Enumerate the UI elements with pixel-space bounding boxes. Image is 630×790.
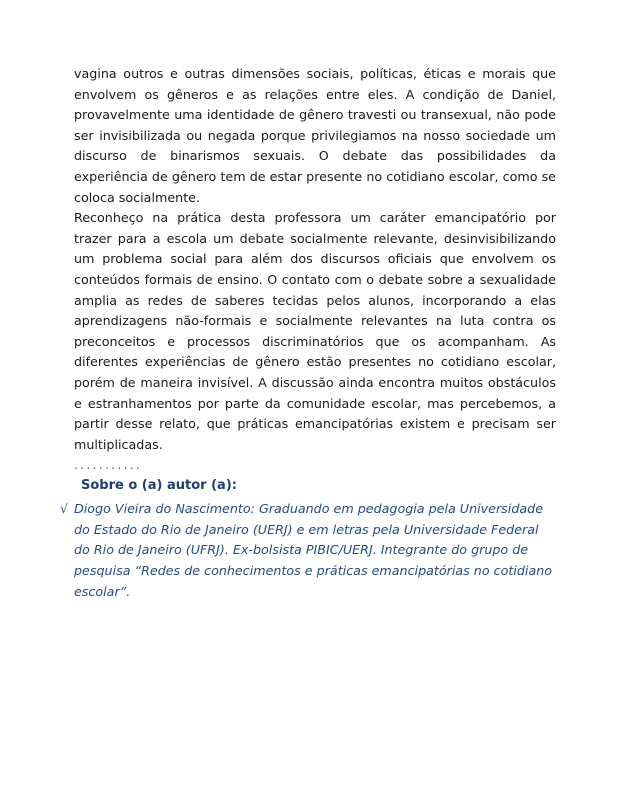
- checkmark-icon: √: [60, 501, 69, 517]
- author-bio-text: Diogo Vieira do Nascimento: Graduando em pedagogia pela Universidade do Estado do Rio de Janeiro (UERJ) e em letras pela Universidade Federal do Rio de Janeiro (UFRJ). Ex-bolsista PIBIC/UERJ. Integrante do grupo de pesquisa “Redes de conhecimentos e práticas emancipatórias no cotidiano escolar”.: [74, 501, 553, 599]
- author-section-heading: Sobre o (a) autor (a):: [81, 478, 237, 494]
- body-paragraph-1: vagina outros e outras dimensões sociais, políticas, éticas e morais que envolvem os gêneros e as relações entre eles. A condição de Daniel, provavelmente uma identidade de gênero travesti ou transexual, não pode ser invisibilizada ou negada porque privilegiamos na nosso sociedade um discurso de binarismos sexuais. O debate das possibilidades da experiência de gênero tem de estar presente no cotidiano escolar, como se coloca socialmente.: [74, 66, 556, 205]
- body-paragraph-2: Reconheço na prática desta professora um caráter emancipatório por trazer para a escola um debate socialmente relevante, desinvisibilizando um problema social para além dos discursos oficiais que envolvem os conteúdos formais de ensino. O contato com o debate sobre a sexualidade amplia as redes de saberes tecidas pelos alunos, incorporando a elas aprendizagens não-formais e socialmente relevantes na luta contra os preconceitos e processos discriminatórios que os acompanham. As diferentes experiências de gênero estão presentes no cotidiano escolar, porém de maneira invisível. A discussão ainda encontra muitos obstáculos e estranhamentos por parte da comunidade escolar, mas percebemos, a partir desse relato, que práticas emancipatórias existem e precisam ser multiplicadas.: [74, 210, 556, 452]
- author-bio: [60, 499, 556, 602]
- section-separator: ...........: [74, 458, 143, 473]
- document-page: [60, 64, 556, 602]
